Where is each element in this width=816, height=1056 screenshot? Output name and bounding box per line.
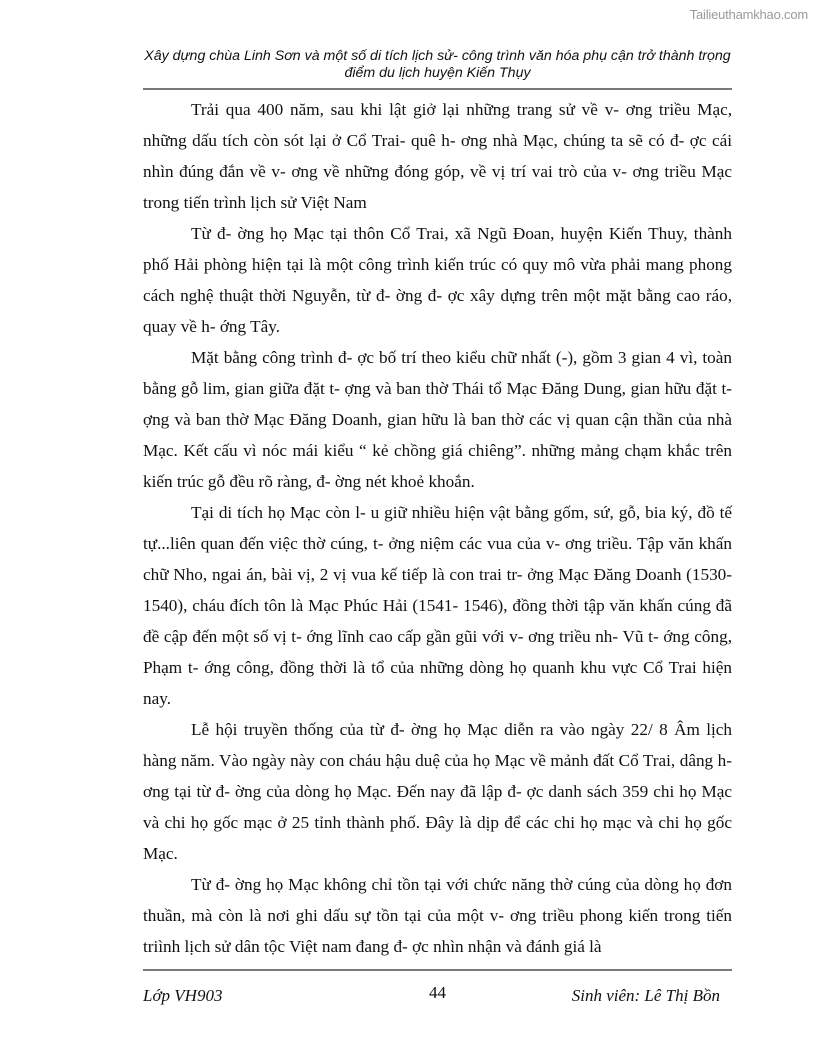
paragraph: Lễ hội truyền thống của từ đ- ờng họ Mạc diễn ra vào ngày 22/ 8 Âm lịch hàng năm. Vào ngày này con cháu hậu duệ của họ Mạc về mảnh đất Cổ Trai, dâng h- ơng tại từ đ- ờng của dòng họ Mạc. Đến nay đã lập đ- ợc danh sách 359 chi họ Mạc và chi họ gốc mạc ở 25 tỉnh thành phố. Đây là dịp để các chi họ mạc và chi họ gốc Mạc.	[143, 720, 732, 863]
paragraph: Trải qua 400 năm, sau khi lật giở lại những trang sử về v- ơng triều Mạc, những dấu tích còn sót lại ở Cổ Trai- quê h- ơng nhà Mạc, chúng ta sẽ có đ- ợc cái nhìn đúng đắn về v- ơng về những đóng góp, về vị trí vai trò của v- ơng triều Mạc trong tiến trình lịch sử Việt Nam	[143, 100, 732, 212]
footer-class-label: Lớp VH903	[143, 986, 223, 1005]
page-footer	[143, 983, 732, 1010]
paragraph: Mặt bằng công trình đ- ợc bố trí theo kiểu chữ nhất (-), gồm 3 gian 4 vì, toàn bằng gỗ lim, gian giữa đặt t- ợng và ban thờ Thái tổ Mạc Đăng Dung, gian hữu đặt t- ợng và ban thờ Mạc Đăng Doanh, gian hữu là ban thờ các vị quan cận thần của nhà Mạc. Kết cấu vì nóc mái kiểu “ kẻ chồng giá chiêng”. những mảng chạm khắc trên kiến trúc gỗ đều rõ ràng, đ- ờng nét khoẻ khoắn.	[143, 348, 732, 491]
page-header-title: Xây dựng chùa Linh Sơn và một số di tích lịch sử- công trình văn hóa phụ cận trở thành trọng điểm du lịch huyện Kiến Thụy	[144, 48, 731, 81]
paragraph: Từ đ- ờng họ Mạc tại thôn Cổ Trai, xã Ngũ Đoan, huyện Kiến Thuy, thành phố Hải phòng hiện tại là một công trình kiến trúc có quy mô vừa phải mang phong cách nghệ thuật thời Nguyễn, từ đ- ờng đ- ợc xây dựng trên một mặt bằng cao ráo, quay về h- ớng Tây.	[143, 224, 732, 336]
header-divider	[143, 88, 732, 90]
paragraph: Tại di tích họ Mạc còn l- u giữ nhiều hiện vật bằng gốm, sứ, gỗ, bia ký, đồ tế tự...liên quan đến việc thờ cúng, t- ởng niệm các vua của v- ơng triều. Tập văn khấn chữ Nho, ngai án, bài vị, 2 vị vua kế tiếp là con trai tr- ởng Mạc Đăng Doanh (1530- 1540), cháu đích tôn là Mạc Phúc Hải (1541- 1546), đồng thời tập văn khấn cúng đã đề cập đến một số vị t- ớng lĩnh cao cấp gần gũi với v- ơng triều nh- Vũ t- ớng công, Phạm t- ớng công, đồng thời là tổ của những dòng họ quanh khu vực Cổ Trai hiện nay.	[143, 503, 732, 708]
footer-divider	[143, 969, 732, 971]
page-number: 44	[429, 983, 446, 1002]
footer-student-label: Sinh viên: Lê Thị Bồn	[571, 986, 720, 1005]
watermark: Tailieuthamkhao.com	[689, 7, 808, 22]
paragraph: Từ đ- ờng họ Mạc không chỉ tồn tại với chức năng thờ cúng của dòng họ đơn thuần, mà còn là nơi ghi dấu sự tồn tại của một v- ơng triều phong kiến trong tiến triình lịch sử dân tộc Việt nam đang đ- ợc nhìn nhận và đánh giá là	[143, 875, 732, 956]
document-body	[143, 94, 732, 962]
